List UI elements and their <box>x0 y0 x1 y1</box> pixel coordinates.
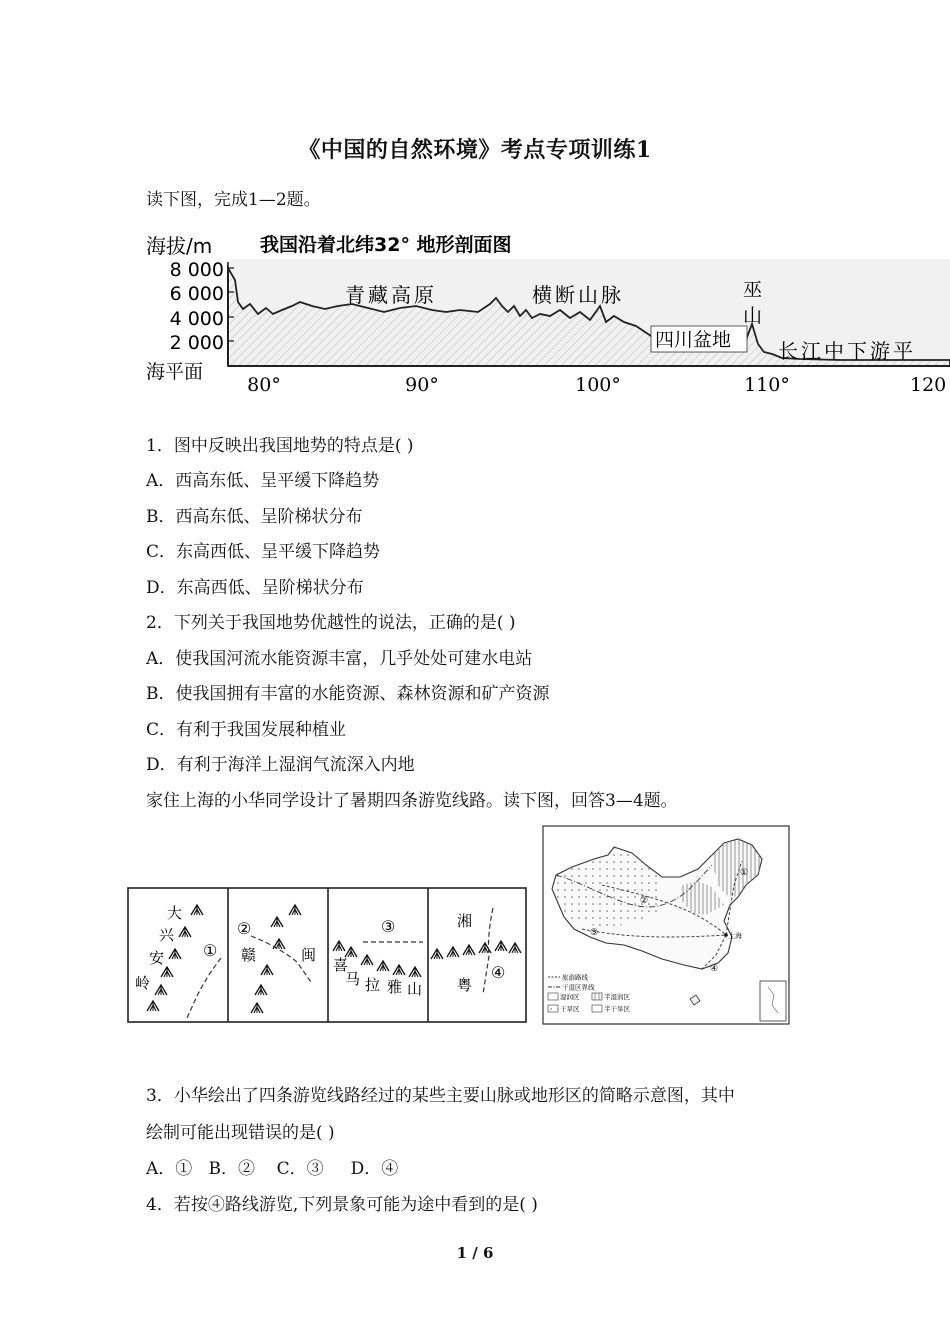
page-number: 1 / 6 <box>456 1244 494 1262</box>
panel-4-top-label: 湘 <box>457 912 473 930</box>
profile-heading: 我国沿着北纬32° 地形剖面图 <box>260 234 512 256</box>
region-label-qinghai-tibet: 青藏高原 <box>345 283 437 307</box>
route-3-label: ③ <box>381 917 396 936</box>
route-2-label: ② <box>237 919 252 938</box>
q2-option-d: D．有利于海洋上湿润气流深入内地 <box>146 755 415 775</box>
q1-option-c: C．东高西低、呈平缓下降趋势 <box>146 542 381 562</box>
panel-3-char: 雅 <box>387 978 403 996</box>
panel-1-char: 大 <box>167 904 183 922</box>
panel-3-char: 山 <box>407 980 423 998</box>
page-title: 《中国的自然环境》考点专项训练1 <box>298 137 652 163</box>
panel-1-char: 兴 <box>159 926 175 944</box>
question-1-stem: 1．图中反映出我国地势的特点是( ) <box>146 436 414 456</box>
region-label-sichuan-basin: 四川盆地 <box>655 329 732 351</box>
legend-item: 湿润区 <box>560 993 580 1001</box>
q2-option-b: B．使我国拥有丰富的水能资源、森林资源和矿产资源 <box>146 684 550 704</box>
panel-1-char: 岭 <box>135 974 151 992</box>
question-3-stem-continued: 绘制可能出现错误的是( ) <box>146 1123 335 1143</box>
panel-2-right-label: 闽 <box>301 946 317 964</box>
map-route-2-label: ② <box>640 896 649 906</box>
legend-item: 半干旱区 <box>604 1005 630 1013</box>
longitude-tick-label: 80° <box>247 374 281 396</box>
region-label-yangtze-plain: 长江中下游平 <box>778 339 916 363</box>
panel-3-char: 马 <box>345 970 361 988</box>
region-label-wushan: 巫 <box>743 279 763 301</box>
longitude-tick-label: 120 <box>910 374 947 396</box>
legend-item: 旅游路线 <box>562 973 588 982</box>
legend-item: 干旱区 <box>560 1005 580 1013</box>
longitude-tick-label: 90° <box>405 374 439 396</box>
q2-option-a: A．使我国河流水能资源丰富，几乎处处可建水电站 <box>146 649 533 669</box>
terrain-profile-figure <box>140 226 950 398</box>
map-route-4-label: ④ <box>710 964 719 974</box>
route-sketch-panels <box>127 886 529 1024</box>
map-route-1-label: ① <box>740 868 749 878</box>
question-2-stem: 2．下列关于我国地势优越性的说法，正确的是( ) <box>146 613 516 633</box>
panel-3-char: 喜 <box>333 956 349 974</box>
instruction-2: 家住上海的小华同学设计了暑期四条游览线路。读下图，回答3—4题。 <box>146 791 678 811</box>
q1-option-d: D．东高西低、呈阶梯状分布 <box>146 578 364 598</box>
map-route-3-label: ③ <box>590 928 599 938</box>
panel-2-left-label: 赣 <box>241 946 257 964</box>
region-label-hengduan: 横断山脉 <box>532 283 624 307</box>
question-3-stem: 3．小华绘出了四条游览线路经过的某些主要山脉或地形区的简略示意图，其中 <box>146 1086 735 1106</box>
shanghai-label: 上海 <box>728 932 742 940</box>
q3-options: A．① B．② C．③ D．④ <box>146 1159 399 1179</box>
elev-tick-label: 8 000 <box>169 259 224 281</box>
panel-1-char: 安 <box>149 949 165 967</box>
region-label-wushan: 山 <box>743 305 763 327</box>
legend-item: 干湿区界线 <box>562 983 595 992</box>
elev-tick-label: 4 000 <box>169 308 224 330</box>
q1-option-a: A．西高东低、呈平缓下降趋势 <box>146 471 380 491</box>
q2-option-c: C．有利于我国发展种植业 <box>146 720 347 740</box>
china-dry-wet-map <box>542 825 790 1025</box>
q1-option-b: B．西高东低、呈阶梯状分布 <box>146 507 363 527</box>
profile-y-label: 海拔/m <box>146 234 213 258</box>
question-4-stem: 4．若按④路线游览,下列景象可能为途中看到的是( ) <box>146 1195 538 1215</box>
instruction-1: 读下图，完成1—2题。 <box>146 190 321 210</box>
panel-3-char: 拉 <box>365 976 381 994</box>
longitude-tick-label: 110° <box>744 374 790 396</box>
route-4-label: ④ <box>491 963 506 982</box>
panel-4-bottom-label: 粤 <box>457 976 473 994</box>
legend-item: 半湿润区 <box>604 993 630 1001</box>
route-1-label: ① <box>203 941 218 960</box>
longitude-tick-label: 100° <box>575 374 621 396</box>
elev-tick-label: 6 000 <box>169 283 224 305</box>
sea-level-label: 海平面 <box>146 361 204 383</box>
elev-tick-label: 2 000 <box>169 332 224 354</box>
